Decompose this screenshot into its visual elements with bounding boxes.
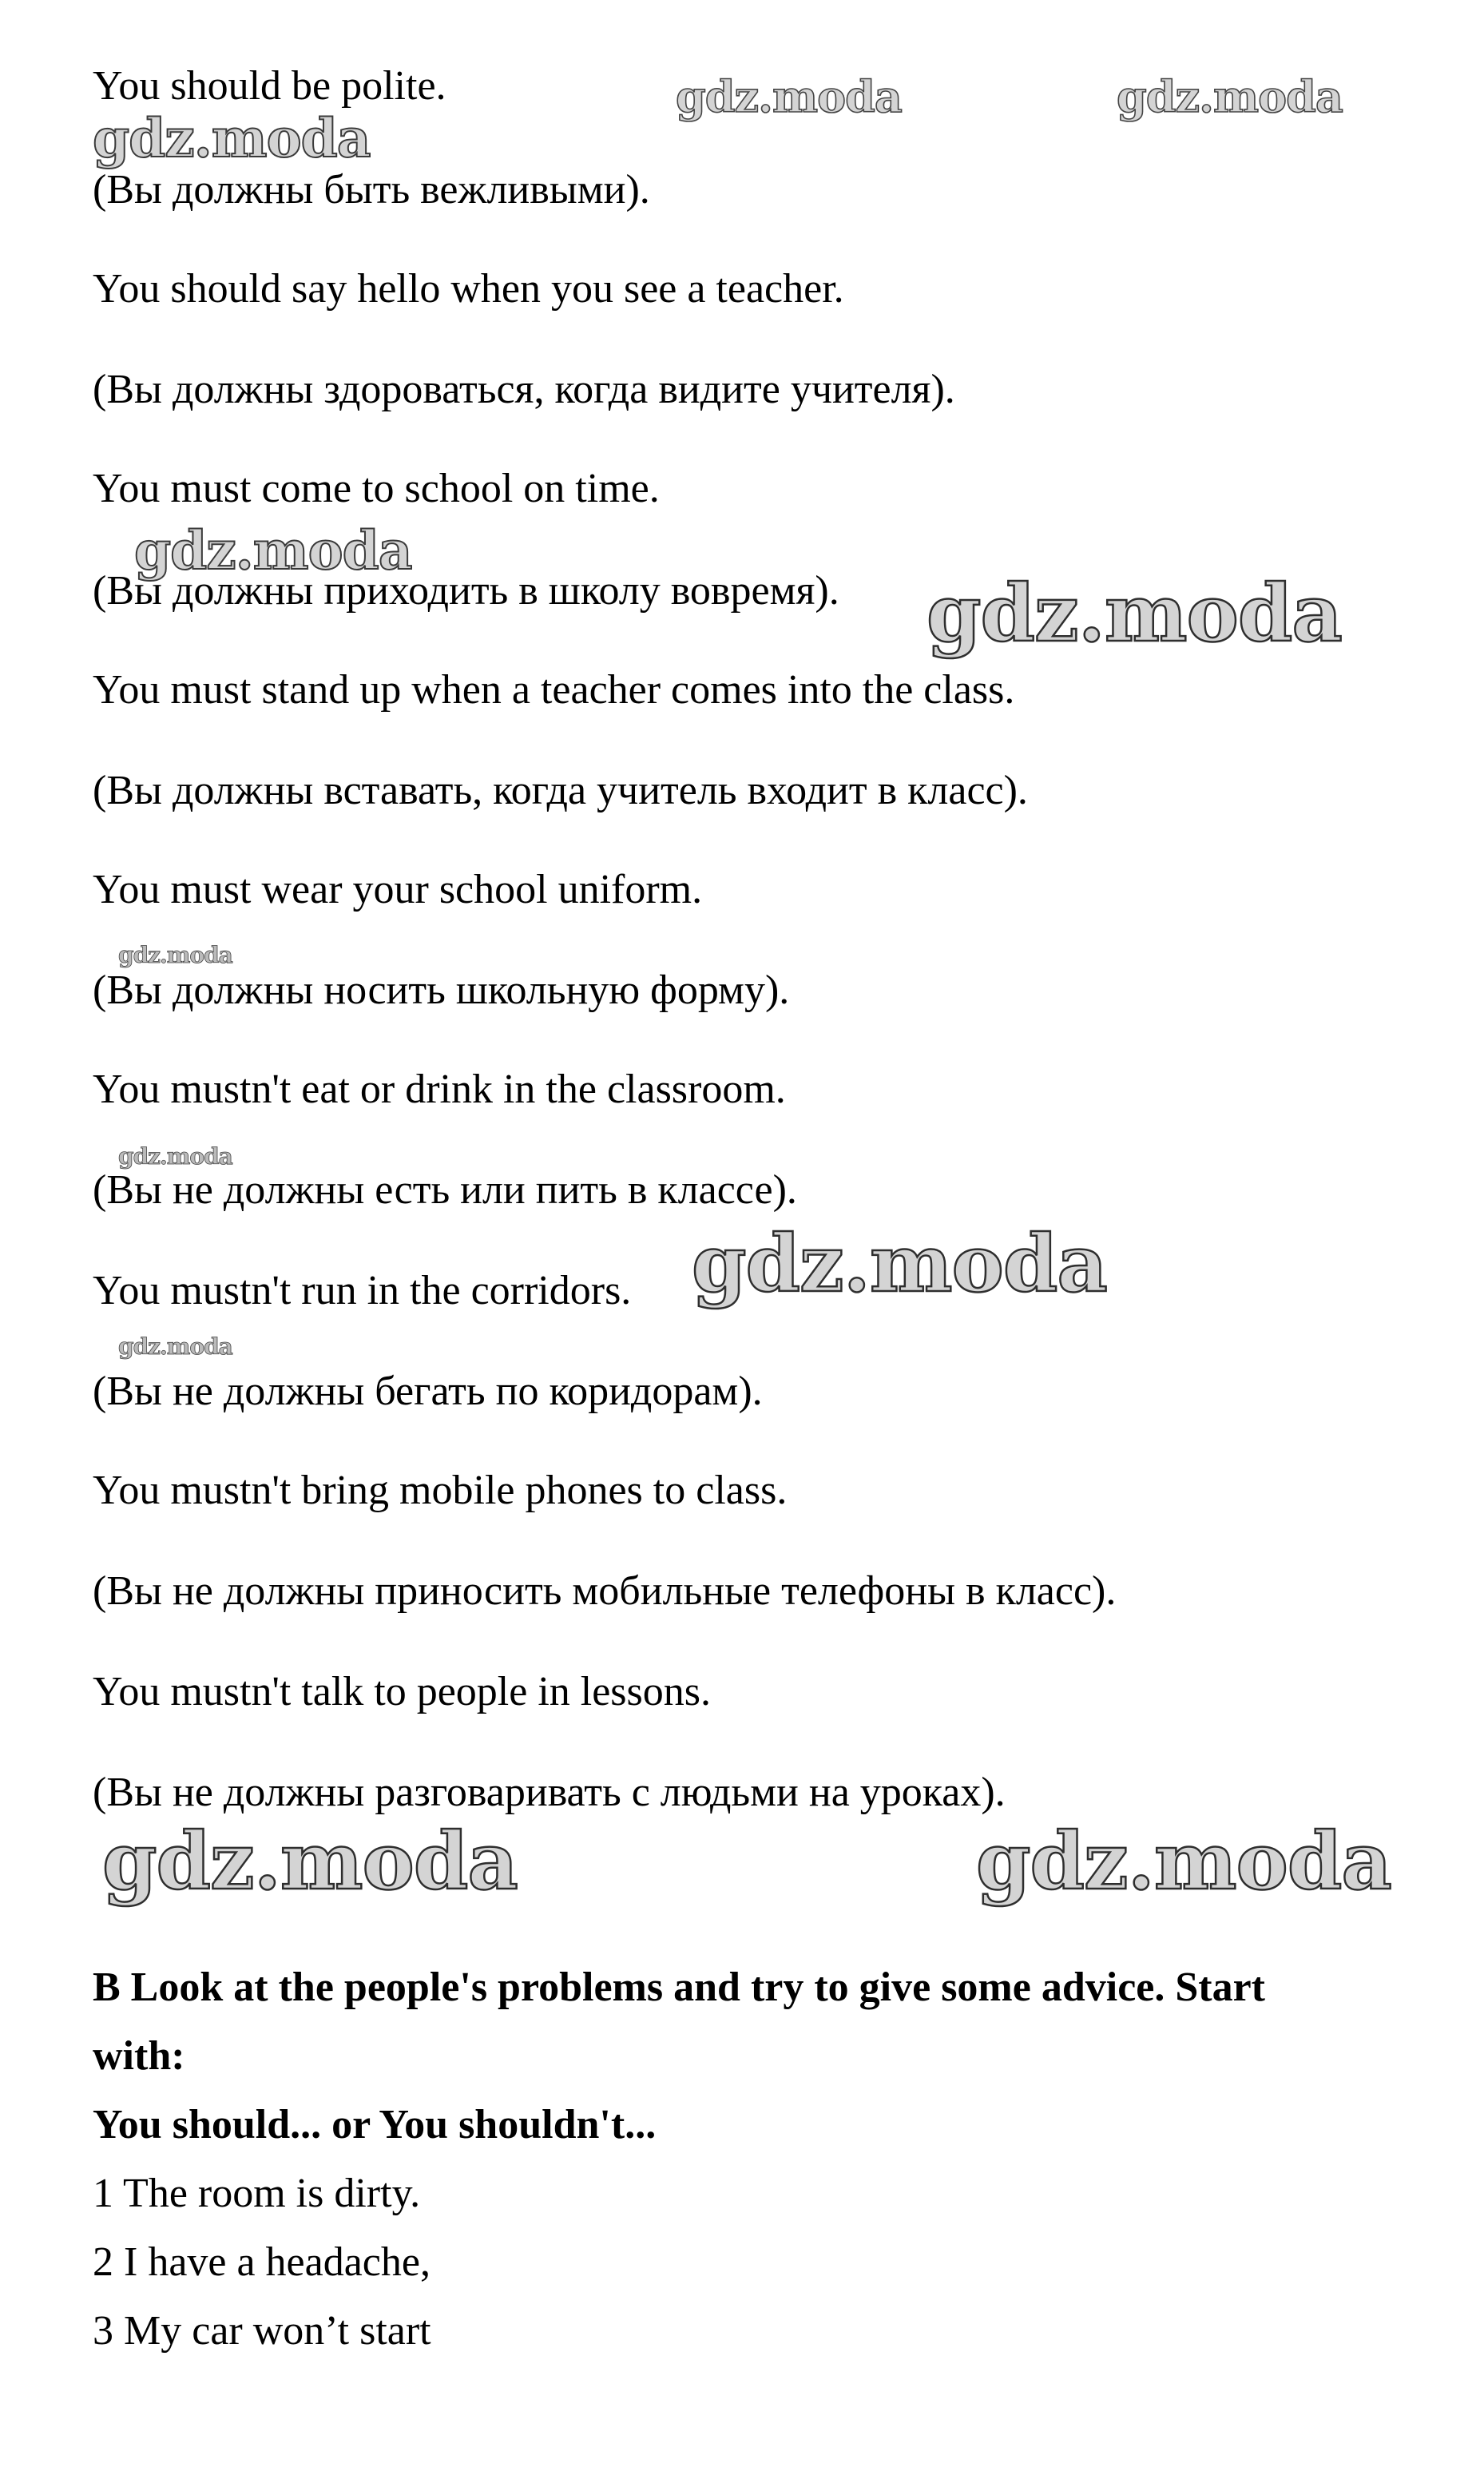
watermark: gdz.moda — [93, 107, 371, 169]
task-prompt: You should... or You shouldn't... — [93, 2102, 657, 2147]
watermark: gdz.moda — [927, 568, 1342, 660]
watermark: gdz.moda — [692, 1218, 1107, 1310]
watermark: gdz.moda — [1117, 71, 1343, 122]
watermark: gdz.moda — [976, 1816, 1391, 1908]
sentence-translation: (Вы должны быть вежливыми). — [93, 167, 650, 213]
sentence-translation: (Вы должны вставать, когда учитель входит в класс). — [93, 768, 1028, 813]
watermark: gdz.moda — [118, 1143, 232, 1170]
sentence-english: You must stand up when a teacher comes into the class. — [93, 667, 1015, 713]
task-item: 3 My car won’t start — [93, 2308, 431, 2354]
sentence-english: You should be polite. — [93, 63, 446, 109]
watermark: gdz.moda — [118, 942, 232, 968]
watermark: gdz.moda — [676, 71, 902, 122]
task-item: 2 I have a headache, — [93, 2239, 431, 2285]
sentence-translation: (Вы не должны приносить мобильные телефоны в класс). — [93, 1568, 1117, 1614]
sentence-english: You mustn't eat or drink in the classroom. — [93, 1067, 786, 1112]
sentence-english: You mustn't run in the corridors. — [93, 1268, 632, 1313]
watermark: gdz.moda — [134, 519, 412, 582]
sentence-english: You must come to school on time. — [93, 466, 660, 511]
task-heading-continuation: with: — [93, 2033, 185, 2079]
sentence-translation: (Вы должны приходить в школу вовремя). — [93, 568, 839, 614]
task-heading: B Look at the people's problems and try to give some advice. Start — [93, 1965, 1265, 2010]
sentence-translation: (Вы не должны разговаривать с людьми на уроках). — [93, 1770, 1006, 1815]
sentence-english: You must wear your school uniform. — [93, 867, 703, 912]
task-item: 1 The room is dirty. — [93, 2171, 421, 2216]
sentence-english: You mustn't bring mobile phones to class. — [93, 1468, 788, 1513]
sentence-translation: (Вы не должны есть или пить в классе). — [93, 1167, 797, 1213]
watermark: gdz.moda — [102, 1816, 518, 1908]
sentence-translation: (Вы не должны бегать по коридорам). — [93, 1369, 763, 1414]
sentence-translation: (Вы должны носить школьную форму). — [93, 967, 790, 1013]
sentence-english: You mustn't talk to people in lessons. — [93, 1669, 712, 1714]
sentence-translation: (Вы должны здороваться, когда видите учителя). — [93, 367, 955, 412]
watermark: gdz.moda — [118, 1333, 232, 1360]
sentence-english: You should say hello when you see a teacher. — [93, 266, 844, 312]
